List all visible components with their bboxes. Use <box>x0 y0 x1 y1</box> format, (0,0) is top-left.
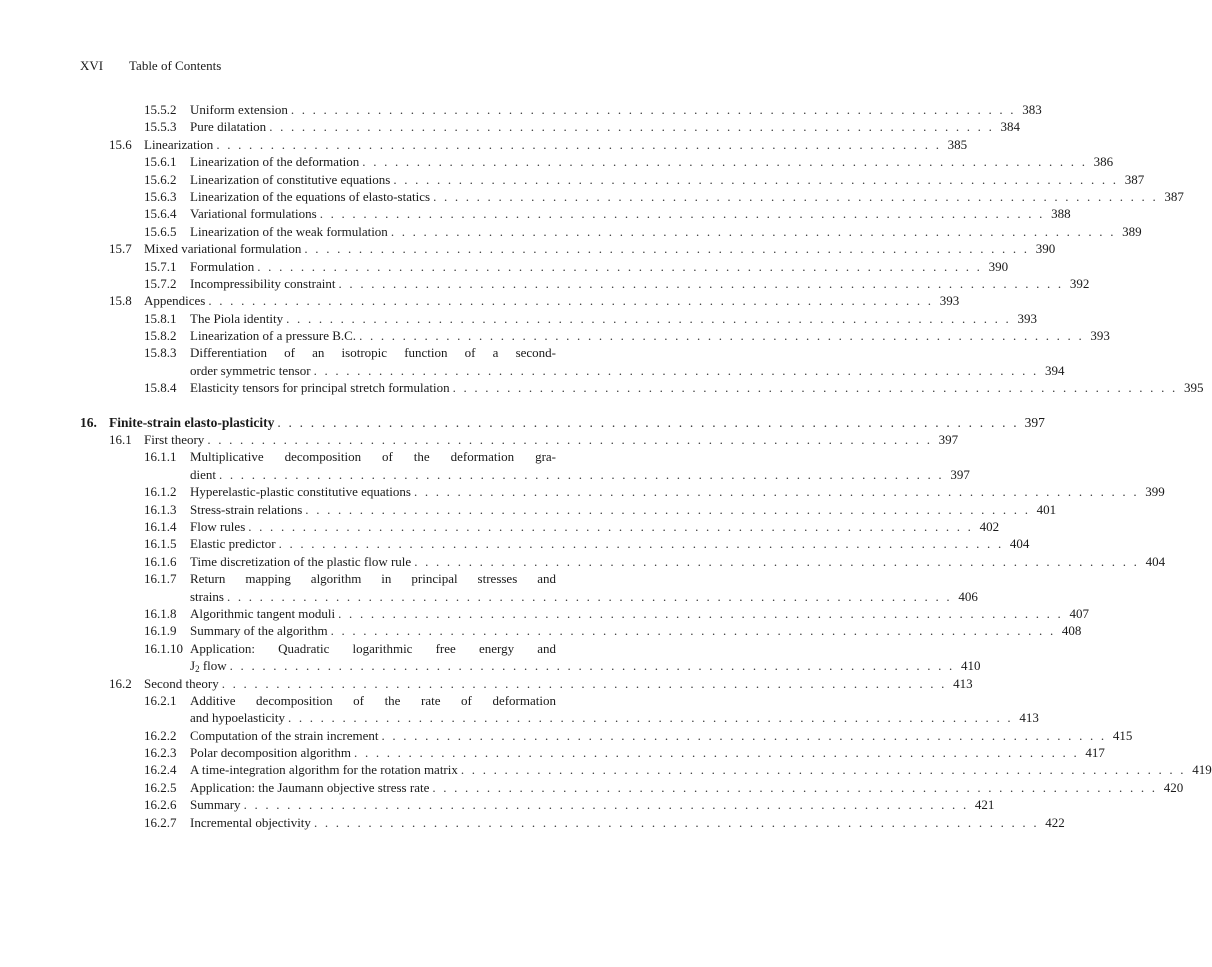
toc-entry[interactable] <box>0 292 960 309</box>
toc-entry-number: 16.2.3 <box>144 745 177 761</box>
toc-entry[interactable] <box>0 379 1204 396</box>
toc-entry-number: 15.6 <box>109 136 132 152</box>
toc-page-number: 393 <box>1017 310 1038 326</box>
toc-entry-title: Incremental objectivity <box>190 814 311 830</box>
toc-entry-title: Second theory <box>144 675 219 691</box>
toc-entry-body <box>190 779 1184 796</box>
toc-leader-dots: . . . . . . . . . . . . . . . . . . . . . . . . . . . . . . . . . . . . . . . . . . . . . . . . . . . . . . . . . . . . . . . . . . . <box>248 518 974 534</box>
toc-entry[interactable] <box>0 275 1090 292</box>
toc-entry-number: 16.2.7 <box>144 814 177 830</box>
toc-page-number: 401 <box>1036 501 1057 517</box>
toc-entry-title: Polar decomposition algorithm <box>190 745 352 761</box>
toc-page-number: 422 <box>1045 814 1065 830</box>
toc-entry-title: Elasticity tensors for principal stretch formulation <box>190 380 450 396</box>
toc-entry-title: dient <box>190 466 216 482</box>
toc-entry-body <box>190 171 1145 188</box>
toc-entry-title: and hypoelasticity <box>190 710 285 726</box>
toc-leader-dots: . . . . . . . . . . . . . . . . . . . . . . . . . . . . . . . . . . . . . . . . . . . . . . . . . . . . . . . . . . . . . . . . . . . <box>432 779 1158 795</box>
toc-entry-number: 16.1.2 <box>144 484 177 500</box>
toc-leader-dots: . . . . . . . . . . . . . . . . . . . . . . . . . . . . . . . . . . . . . . . . . . . . . . . . . . . . . . . . . . . . . . . . . . . <box>221 675 947 691</box>
toc-entry-title: $J_2$ flow <box>190 658 227 675</box>
toc-page-number: 397 <box>938 432 959 448</box>
toc-entry-body <box>190 327 1110 344</box>
toc-entry-body <box>190 761 1212 778</box>
toc-leader-dots: . . . . . . . . . . . . . . . . . . . . . . . . . . . . . . . . . . . . . . . . . . . . . . . . . . . . . . . . . . . . . . . . . . . <box>330 623 1056 639</box>
toc-entry-title: Stress-strain relations <box>190 501 303 517</box>
toc-entry[interactable] <box>0 796 995 813</box>
toc-page-number: 393 <box>1090 328 1110 344</box>
toc-leader-dots: . . . . . . . . . . . . . . . . . . . . . . . . . . . . . . . . . . . . . . . . . . . . . . . . . . . . . . . . . . . . . . . . . . . <box>207 432 933 448</box>
toc-leader-dots: . . . . . . . . . . . . . . . . . . . . . . . . . . . . . . . . . . . . . . . . . . . . . . . . . . . . . . . . . . . . . . . . . . . <box>269 119 995 135</box>
table-of-contents <box>0 101 1212 831</box>
toc-entry-body <box>144 675 973 692</box>
toc-entry-title: Formulation <box>190 258 255 274</box>
toc-entry-continuation <box>0 588 978 605</box>
toc-entry-body <box>190 118 1021 135</box>
toc-page-number: 420 <box>1163 779 1184 795</box>
toc-entry-title: Summary <box>190 797 241 813</box>
toc-entry[interactable] <box>0 448 638 465</box>
toc-entry-body <box>190 310 1038 327</box>
toc-entry-continuation <box>0 362 1065 379</box>
toc-leader-dots: . . . . . . . . . . . . . . . . . . . . . . . . . . . . . . . . . . . . . . . . . . . . . . . . . . . . . . . . . . . . . . . . . . . <box>219 466 944 482</box>
toc-entry-title: Flow rules <box>190 518 246 534</box>
toc-page-number: 392 <box>1069 275 1090 291</box>
toc-entry-title: Elastic predictor <box>190 536 276 552</box>
toc-entry[interactable] <box>0 483 1165 500</box>
toc-page-number: 399 <box>1145 484 1165 500</box>
toc-entry-title-line1: Multiplicative decomposition of the deformation gra- <box>190 449 556 465</box>
toc-entry-body <box>190 622 1082 639</box>
toc-page-number: 410 <box>961 658 981 674</box>
toc-entry-number: 15.8.2 <box>144 328 177 344</box>
toc-page-number: 404 <box>1009 536 1030 552</box>
toc-leader-dots: . . . . . . . . . . . . . . . . . . . . . . . . . . . . . . . . . . . . . . . . . . . . . . . . . . . . . . . . . . . . . . . . . . . <box>460 762 1186 778</box>
toc-entry-title: Application: the Jaumann objective stress rate <box>190 779 430 795</box>
toc-entry-body <box>190 553 1166 570</box>
toc-entry[interactable] <box>0 744 1105 761</box>
toc-entry-title: The Piola identity <box>190 310 284 326</box>
toc-entry-number: 15.7.2 <box>144 275 177 291</box>
toc-entry-body <box>190 535 1030 552</box>
toc-entry[interactable] <box>0 779 1184 796</box>
toc-entry-number: 15.6.1 <box>144 154 177 170</box>
toc-entry[interactable] <box>0 622 1082 639</box>
toc-entry-body <box>190 379 1204 396</box>
toc-entry-number: 16.1.3 <box>144 501 177 517</box>
toc-entry-body <box>190 258 1009 275</box>
toc-leader-dots: . . . . . . . . . . . . . . . . . . . . . . . . . . . . . . . . . . . . . . . . . . . . . . . . . . . . . . . . . . . . . . . . . . . <box>208 293 934 309</box>
toc-entry[interactable] <box>0 814 1065 831</box>
toc-entry-body <box>144 431 959 448</box>
toc-leader-dots: . . . . . . . . . . . . . . . . . . . . . . . . . . . . . . . . . . . . . . . . . . . . . . . . . . . . . . . . . . . . . . . . . . . <box>226 588 952 604</box>
toc-leader-dots: . . . . . . . . . . . . . . . . . . . . . . . . . . . . . . . . . . . . . . . . . . . . . . . . . . . . . . . . . . . . . . . . . . . <box>278 536 1004 552</box>
toc-entry-title: Linearization of a pressure B.C. <box>190 328 357 344</box>
toc-entry-number: 16.2.4 <box>144 762 177 778</box>
toc-page-number: 402 <box>979 518 1000 534</box>
toc-entry[interactable] <box>0 101 1042 118</box>
toc-leader-dots: . . . . . . . . . . . . . . . . . . . . . . . . . . . . . . . . . . . . . . . . . . . . . . . . . . . . . . . . . . . . . . . . . . . <box>216 136 942 152</box>
toc-entry-title: A time-integration algorithm for the rotation matrix <box>190 762 458 778</box>
toc-entry[interactable] <box>0 640 638 657</box>
toc-entry-number: 15.8 <box>109 293 132 309</box>
toc-leader-dots: . . . . . . . . . . . . . . . . . . . . . . . . . . . . . . . . . . . . . . . . . . . . . . . . . . . . . . . . . . . . . . . . . . . <box>414 553 1140 569</box>
toc-entry[interactable] <box>0 171 1145 188</box>
toc-entry[interactable] <box>0 518 1000 535</box>
toc-entry-number: 16.1.9 <box>144 623 177 639</box>
toc-entry-title: Appendices <box>144 293 206 309</box>
toc-entry-title: Summary of the algorithm <box>190 623 328 639</box>
toc-leader-dots: . . . . . . . . . . . . . . . . . . . . . . . . . . . . . . . . . . . . . . . . . . . . . . . . . . . . . . . . . . . . . . . . . . . <box>243 797 969 813</box>
toc-entry[interactable] <box>0 344 638 361</box>
toc-entry-title: Uniform extension <box>190 102 288 117</box>
toc-entry-number: 15.6.4 <box>144 206 177 222</box>
toc-leader-dots: . . . . . . . . . . . . . . . . . . . . . . . . . . . . . . . . . . . . . . . . . . . . . . . . . . . . . . . . . . . . . . . . . . . <box>313 362 1039 378</box>
toc-entry-number: 15.8.1 <box>144 310 177 326</box>
toc-leader-dots: . . . . . . . . . . . . . . . . . . . . . . . . . . . . . . . . . . . . . . . . . . . . . . . . . . . . . . . . . . . . . . . . . . . <box>362 154 1088 170</box>
toc-page-number: 408 <box>1061 623 1082 639</box>
toc-entry-number: 15.7 <box>109 241 132 257</box>
toc-page-number: 407 <box>1069 605 1090 621</box>
toc-entry-title: Finite-strain elasto-plasticity <box>109 414 275 430</box>
toc-entry-number: 16.1.4 <box>144 518 177 534</box>
toc-entry-title: Mixed variational formulation <box>144 241 302 257</box>
toc-entry-body <box>190 101 1042 118</box>
toc-entry[interactable] <box>0 570 638 587</box>
toc-entry[interactable] <box>0 414 1045 431</box>
toc-entry-number: 16.2.5 <box>144 779 177 795</box>
toc-entry-number: 16.1.5 <box>144 536 177 552</box>
toc-entry-body <box>190 483 1165 500</box>
toc-entry-body <box>190 744 1105 761</box>
toc-entry-title-line1: Differentiation of an isotropic function of a second- <box>190 345 556 361</box>
toc-leader-dots: . . . . . . . . . . . . . . . . . . . . . . . . . . . . . . . . . . . . . . . . . . . . . . . . . . . . . . . . . . . . . . . . . . . <box>452 380 1178 396</box>
toc-entry[interactable] <box>0 136 968 153</box>
toc-leader-dots: . . . . . . . . . . . . . . . . . . . . . . . . . . . . . . . . . . . . . . . . . . . . . . . . . . . . . . . . . . . . . . . . . . . <box>286 310 1012 326</box>
toc-leader-dots: . . . . . . . . . . . . . . . . . . . . . . . . . . . . . . . . . . . . . . . . . . . . . . . . . . . . . . . . . . . . . . . . . . . <box>304 241 1030 257</box>
toc-entry[interactable] <box>0 501 1057 518</box>
toc-entry-body <box>190 188 1184 205</box>
page-number: XVI <box>80 58 104 73</box>
toc-entry[interactable] <box>0 205 1071 222</box>
toc-leader-dots: . . . . . . . . . . . . . . . . . . . . . . . . . . . . . . . . . . . . . . . . . . . . . . . . . . . . . . . . . . . . . . . . . . . <box>287 710 1013 726</box>
toc-entry-title: Linearization of the weak formulation <box>190 223 388 239</box>
toc-page-number: 406 <box>958 588 978 604</box>
toc-entry-title: Pure dilatation <box>190 119 267 135</box>
toc-entry-number: 16.1.7 <box>144 571 177 587</box>
toc-entry-title: Algorithmic tangent moduli <box>190 605 336 621</box>
toc-entry-title: Linearization <box>144 136 214 152</box>
toc-leader-dots: . . . . . . . . . . . . . . . . . . . . . . . . . . . . . . . . . . . . . . . . . . . . . . . . . . . . . . . . . . . . . . . . . . . <box>229 658 955 674</box>
toc-entry-body <box>109 414 1045 431</box>
toc-entry-title: strains <box>190 588 224 604</box>
toc-entry-title: Hyperelastic-plastic constitutive equations <box>190 484 411 500</box>
toc-entry-number: 15.5.2 <box>144 102 177 117</box>
toc-page-number: 387 <box>1164 188 1184 204</box>
toc-leader-dots: . . . . . . . . . . . . . . . . . . . . . . . . . . . . . . . . . . . . . . . . . . . . . . . . . . . . . . . . . . . . . . . . . . . <box>338 275 1064 291</box>
toc-page-number: 390 <box>1035 241 1056 257</box>
toc-entry-body <box>190 727 1133 744</box>
toc-page-number: 388 <box>1051 206 1071 222</box>
toc-leader-dots: . . . . . . . . . . . . . . . . . . . . . . . . . . . . . . . . . . . . . . . . . . . . . . . . . . . . . . . . . . . . . . . . . . . <box>290 102 1016 117</box>
toc-page-number: 421 <box>974 797 995 813</box>
toc-entry-body <box>144 292 960 309</box>
toc-entry[interactable] <box>0 118 1021 135</box>
toc-entry-number: 16.1.6 <box>144 553 177 569</box>
toc-entry[interactable] <box>0 223 1142 240</box>
toc-page-number: 384 <box>1000 119 1021 135</box>
toc-entry-body <box>144 136 968 153</box>
toc-leader-dots: . . . . . . . . . . . . . . . . . . . . . . . . . . . . . . . . . . . . . . . . . . . . . . . . . . . . . . . . . . . . . . . . . . . <box>390 223 1116 239</box>
toc-entry-title: Computation of the strain increment <box>190 727 379 743</box>
toc-entry-number: 16. <box>80 414 97 430</box>
toc-entry-number: 16.2.1 <box>144 692 177 708</box>
toc-entry-number: 16.1.8 <box>144 605 177 621</box>
toc-entry-number: 15.6.5 <box>144 223 177 239</box>
toc-page-number: 397 <box>1024 414 1045 430</box>
toc-entry-title: Linearization of constitutive equations <box>190 171 391 187</box>
toc-entry-number: 16.1.10 <box>144 640 183 656</box>
toc-page-number: 393 <box>939 293 960 309</box>
toc-entry[interactable] <box>0 605 1090 622</box>
toc-entry-body <box>190 223 1142 240</box>
toc-entry-body <box>190 205 1071 222</box>
toc-entry[interactable] <box>0 258 1009 275</box>
toc-entry-title: Variational formulations <box>190 206 317 222</box>
toc-entry-body <box>190 466 970 483</box>
toc-page-number: 386 <box>1093 154 1114 170</box>
running-header <box>80 58 221 74</box>
toc-page-number: 419 <box>1192 762 1212 778</box>
toc-leader-dots: . . . . . . . . . . . . . . . . . . . . . . . . . . . . . . . . . . . . . . . . . . . . . . . . . . . . . . . . . . . . . . . . . . . <box>305 501 1031 517</box>
toc-page-number: 390 <box>988 258 1009 274</box>
toc-entry[interactable] <box>0 761 1212 778</box>
toc-entry-number: 15.7.1 <box>144 258 177 274</box>
toc-page-number: 417 <box>1085 745 1105 761</box>
toc-entry-body <box>144 240 1056 257</box>
toc-entry-title: Linearization of the deformation <box>190 154 360 170</box>
toc-page-number: 395 <box>1183 380 1204 396</box>
toc-leader-dots: . . . . . . . . . . . . . . . . . . . . . . . . . . . . . . . . . . . . . . . . . . . . . . . . . . . . . . . . . . . . . . . . . . . <box>313 814 1039 830</box>
toc-leader-dots: . . . . . . . . . . . . . . . . . . . . . . . . . . . . . . . . . . . . . . . . . . . . . . . . . . . . . . . . . . . . . . . . . . . <box>433 188 1158 204</box>
toc-entry-body <box>190 605 1090 622</box>
toc-entry-number: 15.5.3 <box>144 119 177 135</box>
toc-entry-body <box>190 657 981 675</box>
toc-entry-title-line1: Additive decomposition of the rate of deformation <box>190 692 556 708</box>
toc-page-number: 389 <box>1122 223 1142 239</box>
toc-entry-body <box>190 275 1090 292</box>
toc-entry-number: 15.6.3 <box>144 188 177 204</box>
toc-page-number: 387 <box>1124 171 1145 187</box>
toc-entry-title-line1: Application: Quadratic logarithmic free energy and <box>190 640 556 656</box>
toc-entry-title-line1: Return mapping algorithm in principal stresses and <box>190 571 556 587</box>
toc-leader-dots: . . . . . . . . . . . . . . . . . . . . . . . . . . . . . . . . . . . . . . . . . . . . . . . . . . . . . . . . . . . . . . . . . . . <box>277 414 1019 430</box>
toc-entry-title: Linearization of the equations of elasto-statics <box>190 188 431 204</box>
toc-leader-dots: . . . . . . . . . . . . . . . . . . . . . . . . . . . . . . . . . . . . . . . . . . . . . . . . . . . . . . . . . . . . . . . . . . . <box>319 206 1045 222</box>
toc-leader-dots: . . . . . . . . . . . . . . . . . . . . . . . . . . . . . . . . . . . . . . . . . . . . . . . . . . . . . . . . . . . . . . . . . . . <box>338 605 1064 621</box>
toc-entry-number: 15.8.4 <box>144 380 177 396</box>
toc-page-number: 385 <box>947 136 968 152</box>
toc-entry-number: 15.8.3 <box>144 345 177 361</box>
toc-entry-body <box>190 153 1114 170</box>
toc-entry[interactable] <box>0 153 1114 170</box>
toc-entry[interactable] <box>0 553 1166 570</box>
toc-leader-dots: . . . . . . . . . . . . . . . . . . . . . . . . . . . . . . . . . . . . . . . . . . . . . . . . . . . . . . . . . . . . . . . . . . . <box>413 484 1139 500</box>
toc-entry-title: First theory <box>144 432 205 448</box>
toc-entry-continuation <box>0 657 981 675</box>
toc-leader-dots: . . . . . . . . . . . . . . . . . . . . . . . . . . . . . . . . . . . . . . . . . . . . . . . . . . . . . . . . . . . . . . . . . . . <box>257 258 983 274</box>
toc-leader-dots: . . . . . . . . . . . . . . . . . . . . . . . . . . . . . . . . . . . . . . . . . . . . . . . . . . . . . . . . . . . . . . . . . . . <box>354 745 1079 761</box>
toc-entry-number: 16.2.2 <box>144 727 177 743</box>
toc-entry-body <box>190 501 1057 518</box>
toc-entry-body <box>190 709 1039 726</box>
toc-leader-dots: . . . . . . . . . . . . . . . . . . . . . . . . . . . . . . . . . . . . . . . . . . . . . . . . . . . . . . . . . . . . . . . . . . . <box>393 171 1119 187</box>
toc-page-number: 413 <box>1019 710 1039 726</box>
toc-entry-number: 16.2 <box>109 675 132 691</box>
toc-leader-dots: . . . . . . . . . . . . . . . . . . . . . . . . . . . . . . . . . . . . . . . . . . . . . . . . . . . . . . . . . . . . . . . . . . . <box>381 727 1107 743</box>
toc-entry-title: Time discretization of the plastic flow rule <box>190 553 412 569</box>
toc-page-number: 397 <box>950 466 970 482</box>
toc-page-number: 413 <box>953 675 973 691</box>
toc-entry[interactable] <box>0 188 1184 205</box>
toc-entry-body <box>190 796 995 813</box>
toc-entry[interactable] <box>0 310 1038 327</box>
toc-entry-number: 16.1.1 <box>144 449 177 465</box>
toc-page-number: 415 <box>1112 727 1133 743</box>
toc-page-number: 394 <box>1044 362 1065 378</box>
toc-subscript: 2 <box>195 664 200 675</box>
toc-entry[interactable] <box>0 535 1030 552</box>
toc-entry[interactable] <box>0 675 973 692</box>
toc-entry-body <box>190 588 978 605</box>
toc-entry[interactable] <box>0 327 1110 344</box>
toc-entry[interactable] <box>0 692 638 709</box>
toc-entry-continuation <box>0 709 1039 726</box>
toc-entry-body <box>190 518 1000 535</box>
toc-page-number: 404 <box>1145 553 1166 569</box>
toc-entry-body <box>190 814 1065 831</box>
toc-entry[interactable] <box>0 727 1133 744</box>
toc-entry-number: 16.1 <box>109 432 132 448</box>
toc-entry-continuation <box>0 466 970 483</box>
toc-entry[interactable] <box>0 240 1056 257</box>
toc-entry-number: 15.6.2 <box>144 171 177 187</box>
toc-entry-number: 16.2.6 <box>144 797 177 813</box>
toc-entry-title: order symmetric tensor <box>190 362 311 378</box>
toc-leader-dots: . . . . . . . . . . . . . . . . . . . . . . . . . . . . . . . . . . . . . . . . . . . . . . . . . . . . . . . . . . . . . . . . . . . <box>359 328 1084 344</box>
toc-entry-title: Incompressibility constraint <box>190 275 336 291</box>
toc-page-number: 383 <box>1022 102 1042 117</box>
toc-entry-body <box>190 362 1065 379</box>
running-title: Table of Contents <box>129 58 222 73</box>
toc-entry[interactable] <box>0 431 959 448</box>
